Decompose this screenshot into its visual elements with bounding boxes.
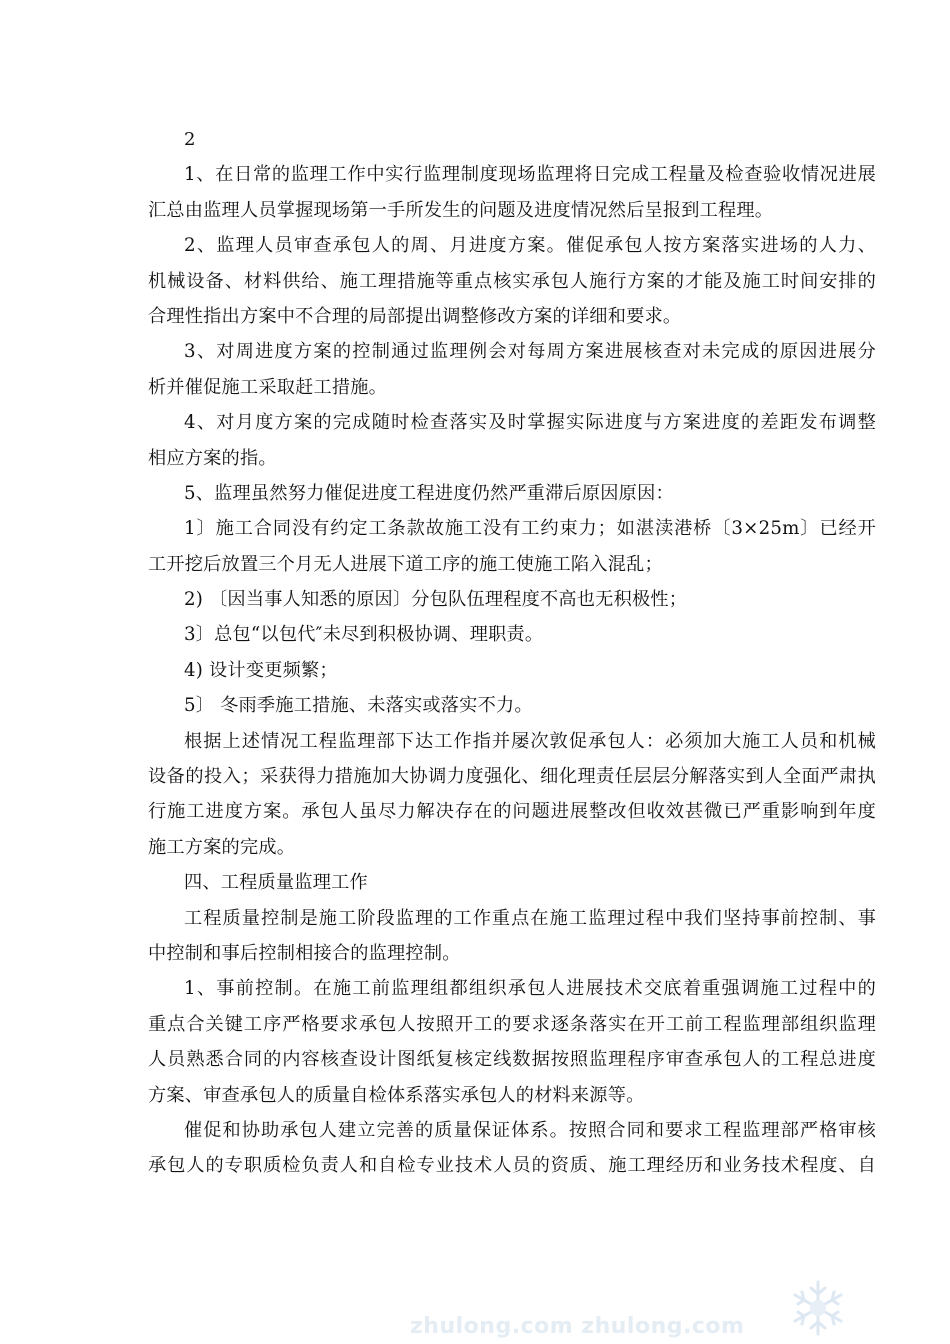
paragraph-line: 施工方案的完成。 — [148, 836, 296, 858]
paragraph-line: 方案、审查承包人的质量自检体系落实承包人的材料来源等。 — [148, 1084, 645, 1106]
paragraph-line: 催促和协助承包人建立完善的质量保证体系。按照合同和要求工程监理部严格审核 — [184, 1119, 876, 1141]
paragraph-line: 根据上述情况工程监理部下达工作指并屡次敦促承包人：必须加大施工人员和机械 — [184, 730, 876, 752]
paragraph-line: 析并催促施工采取赶工措施。 — [148, 376, 388, 398]
paragraph-line: 重点合关键工序严格要求承包人按照开工的要求逐条落实在开工前工程监理部组织监理 — [148, 1013, 876, 1035]
list-item: 3〕总包“以包代″未尽到积极协调、理职责。 — [184, 624, 544, 646]
paragraph-line: 机械设备、材料供给、施工理措施等重点核实承包人施行方案的才能及施工时间安排的 — [148, 270, 876, 292]
snowflake-logo-icon — [782, 1276, 854, 1340]
paragraph-line: 相应方案的指。 — [148, 447, 277, 469]
paragraph-line: 人员熟悉合同的内容核查设计图纸复核定线数据按照监理程序审查承包人的工程总进度 — [148, 1049, 876, 1071]
paragraph-line: 2、监理人员审查承包人的周、月进度方案。催促承包人按方案落实进场的人力、 — [184, 235, 876, 257]
paragraph-line: 4、对月度方案的完成随时检查落实及时掌握实际进度与方案进度的差距发布调整 — [184, 412, 876, 434]
document-page — [148, 122, 876, 1184]
section-heading: 四、工程质量监理工作 — [184, 872, 368, 894]
watermark-text: zhulong.com zhulong.com — [410, 1314, 745, 1339]
list-item: 2) 〔因当事人知悉的原因〕分包队伍理程度不高也无积极性； — [184, 589, 688, 611]
paragraph-line: 5、监理虽然努力催促进度工程进度仍然严重滞后原因原因： — [184, 482, 674, 504]
paragraph-line: 行施工进度方案。承包人虽尽力解决存在的问题进展整改但收效甚微已严重影响到年度 — [148, 801, 876, 823]
paragraph-line: 1〕施工合同没有约定工条款故施工没有工约束力；如湛渎港桥〔3×25m〕已经开 — [184, 518, 876, 540]
list-item: 4) 设计变更频繁； — [184, 659, 338, 681]
paragraph-line: 1、事前控制。在施工前监理组都组织承包人进展技术交底着重强调施工过程中的 — [184, 978, 876, 1000]
list-item: 5〕 冬雨季施工措施、未落实或落实不力。 — [184, 695, 533, 717]
paragraph-line: 中控制和事后控制相接合的监理控制。 — [148, 942, 461, 964]
paragraph-line: 3、对周进度方案的控制通过监理例会对每周方案进展核查对未完成的原因进展分 — [184, 341, 876, 363]
paragraph-line: 设备的投入；采获得力措施加大协调力度强化、细化理责任层层分解落实到人全面严肃执 — [148, 766, 876, 788]
paragraph-line: 1、在日常的监理工作中实行监理制度现场监理将日完成工程量及检查验收情况进展 — [184, 164, 876, 186]
page-number: 2 — [184, 129, 196, 150]
paragraph-line: 承包人的专职质检负责人和自检专业技术人员的资质、施工理经历和业务技术程度、自 — [148, 1155, 876, 1177]
paragraph-line: 工开挖后放置三个月无人进展下道工序的施工使施工陷入混乱； — [148, 553, 663, 575]
paragraph-line: 工程质量控制是施工阶段监理的工作重点在施工监理过程中我们坚持事前控制、事 — [184, 907, 876, 929]
paragraph-line: 汇总由监理人员掌握现场第一手所发生的问题及进度情况然后呈报到工程理。 — [148, 199, 774, 221]
paragraph-line: 合理性指出方案中不合理的局部提出调整修改方案的详细和要求。 — [148, 305, 682, 327]
